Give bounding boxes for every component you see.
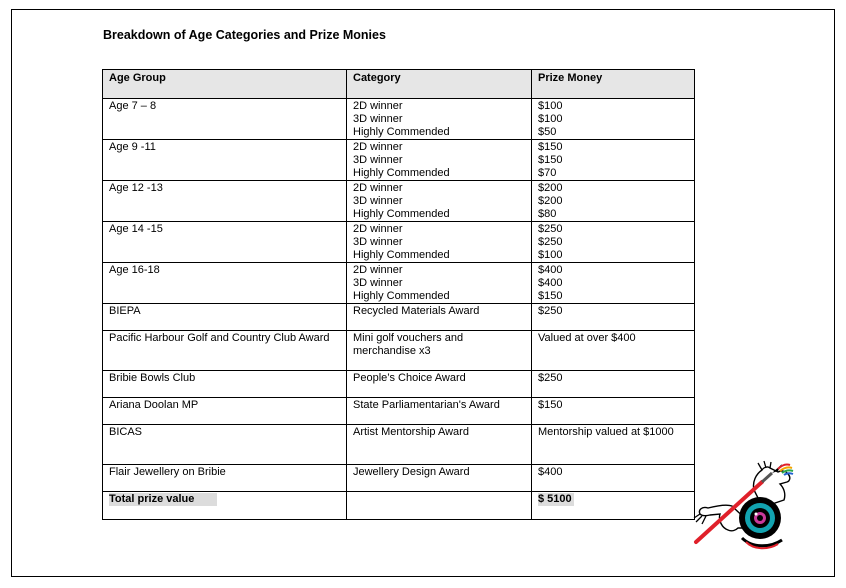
table-row (103, 465, 695, 492)
category-cell (347, 398, 532, 425)
prize-line: $200 (538, 182, 563, 194)
total-value: $ 5100 (538, 493, 572, 505)
prize-money-cell (532, 425, 695, 465)
age-group-cell: Age 14 -15 (103, 222, 347, 263)
category-line: 3D winner (353, 113, 403, 125)
prize-line: $50 (538, 126, 557, 138)
category-line: 2D winner (353, 223, 403, 235)
prize-line: $150 (538, 290, 563, 302)
prize-money-cell (532, 398, 695, 425)
prize-line: $250 (538, 223, 563, 235)
total-empty-cell (347, 492, 532, 520)
table-row (103, 425, 695, 465)
category-line: 2D winner (353, 141, 403, 153)
age-group-cell: BIEPA (103, 304, 347, 331)
prize-money-cell (532, 181, 695, 222)
artist-hands-paintbrush-eye-icon (692, 458, 804, 568)
category-cell (347, 425, 532, 465)
prize-line: $250 (538, 372, 563, 384)
category-cell (347, 99, 532, 140)
table-row (103, 371, 695, 398)
prize-line: $150 (538, 154, 563, 166)
prize-money-cell (532, 140, 695, 181)
table-row (103, 304, 695, 331)
category-line: Jewellery Design Award (353, 466, 470, 478)
prize-line: Valued at over $400 (538, 332, 636, 344)
document-title: Breakdown of Age Categories and Prize Monies (103, 28, 386, 42)
category-cell (347, 263, 532, 304)
prize-line: $80 (538, 208, 557, 220)
category-line: 3D winner (353, 277, 403, 289)
category-cell (347, 304, 532, 331)
age-group-cell: Age 12 -13 (103, 181, 347, 222)
category-line: 3D winner (353, 236, 403, 248)
table-row (103, 398, 695, 425)
category-line: 2D winner (353, 264, 403, 276)
age-group-cell: Flair Jewellery on Bribie (103, 465, 347, 492)
category-line: 3D winner (353, 154, 403, 166)
table-row (103, 99, 695, 140)
prize-money-cell (532, 331, 695, 371)
prize-line: $250 (538, 236, 563, 248)
category-line: People’s Choice Award (353, 372, 466, 384)
category-cell (347, 222, 532, 263)
prize-money-cell (532, 465, 695, 492)
prize-line: $400 (538, 277, 563, 289)
prize-line: $100 (538, 100, 563, 112)
category-line: Highly Commended (353, 208, 450, 220)
category-line: Highly Commended (353, 290, 450, 302)
header-prize-money: Prize Money (532, 70, 695, 99)
category-line: Highly Commended (353, 249, 450, 261)
total-label: Total prize value (109, 493, 217, 506)
category-line: 2D winner (353, 100, 403, 112)
category-line: Highly Commended (353, 167, 450, 179)
prize-line: $150 (538, 399, 563, 411)
category-line: 3D winner (353, 195, 403, 207)
prize-line: $400 (538, 264, 563, 276)
prize-line: $250 (538, 305, 563, 317)
category-cell (347, 465, 532, 492)
category-line: 2D winner (353, 182, 403, 194)
age-group-cell: Bribie Bowls Club (103, 371, 347, 398)
header-category: Category (347, 70, 532, 99)
table-row (103, 222, 695, 263)
age-group-cell: Age 7 – 8 (103, 99, 347, 140)
prize-money-cell (532, 371, 695, 398)
prize-line: $70 (538, 167, 557, 179)
age-group-cell: Pacific Harbour Golf and Country Club Award (103, 331, 347, 371)
prize-line: $200 (538, 195, 563, 207)
prize-money-cell (532, 222, 695, 263)
total-row (103, 492, 695, 520)
prize-line: Mentorship valued at $1000 (538, 426, 674, 438)
category-line: Artist Mentorship Award (353, 426, 469, 438)
category-line: State Parliamentarian's Award (353, 399, 500, 411)
category-cell (347, 371, 532, 398)
category-line: Mini golf vouchers and (353, 332, 464, 344)
category-cell (347, 181, 532, 222)
category-line: merchandise x3 (353, 345, 431, 357)
table-header-row (103, 70, 695, 99)
age-group-cell: Ariana Doolan MP (103, 398, 347, 425)
prize-money-cell (532, 304, 695, 331)
category-cell (347, 140, 532, 181)
prize-line: $150 (538, 141, 563, 153)
prize-money-cell (532, 263, 695, 304)
table-row (103, 331, 695, 371)
age-group-cell: Age 16-18 (103, 263, 347, 304)
category-line: Highly Commended (353, 126, 450, 138)
category-cell (347, 331, 532, 371)
header-age-group: Age Group (103, 70, 347, 99)
prize-line: $100 (538, 249, 563, 261)
table-row (103, 263, 695, 304)
prize-line: $400 (538, 466, 563, 478)
table-row (103, 140, 695, 181)
prize-table (102, 69, 695, 520)
category-line: Recycled Materials Award (353, 305, 480, 317)
age-group-cell: BICAS (103, 425, 347, 465)
age-group-cell: Age 9 -11 (103, 140, 347, 181)
prize-money-cell (532, 99, 695, 140)
prize-line: $100 (538, 113, 563, 125)
table-row (103, 181, 695, 222)
